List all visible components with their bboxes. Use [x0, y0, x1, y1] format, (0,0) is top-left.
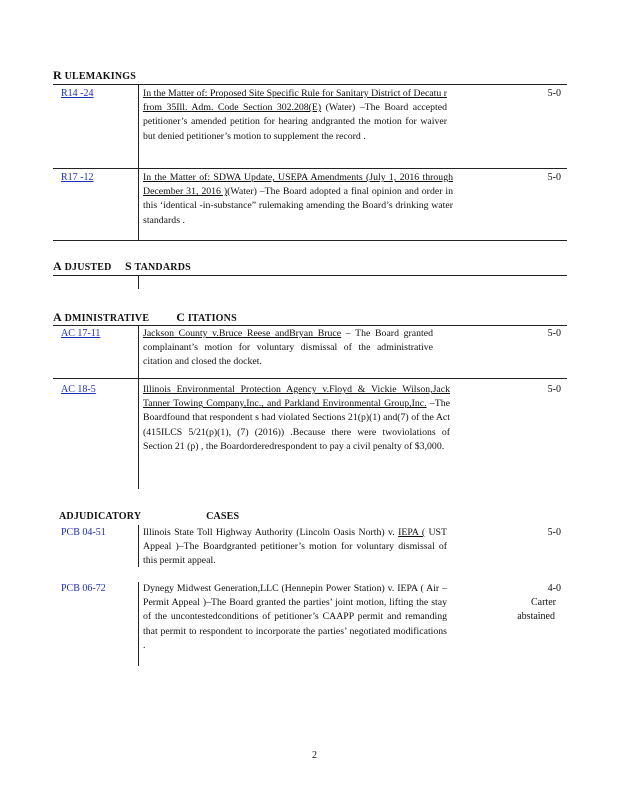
case-description: In the Matter of: SDWA Update, USEPA Amendments (July 1, 2016 through December 31, 2016 )(Water) –The Board adopted a final opinion and order in this ‘identical -in-substance” rulemaking amending the Board’s drinking water standards .	[143, 172, 454, 226]
case-description: Illinois State Toll Highway Authority (Lincoln Oasis North) v. IEPA ( UST Appeal )–The Boardgranted petitioner’s motion for voluntary dismissal of this permit appeal.	[143, 527, 447, 567]
section-title-rulemakings: R ULEMAKINGS	[53, 68, 137, 82]
section-rule	[53, 84, 567, 85]
section-rule	[53, 325, 567, 326]
column-divider	[138, 582, 139, 666]
row-rule	[53, 378, 567, 379]
column-divider	[138, 276, 139, 289]
vote-count: 5-0	[547, 328, 561, 339]
vote-count: 5-0	[547, 384, 561, 395]
case-description: In the Matter of: Proposed Site Specific Rule for Sanitary District of Decatu r from 35Ill. Adm. Code Section 302.208(E) (Water) –The Board accepted petitioner’s amended petition for hearing andgranted the motion for waiver but denied petitioner’s motion to supplement the record .	[143, 88, 447, 142]
case-link-ac-18-5[interactable]: AC 18-5	[61, 384, 96, 395]
section-title-adjusted-standards: A DJUSTED S TANDARDS	[53, 259, 191, 273]
column-divider	[138, 525, 139, 567]
case-description: Dynegy Midwest Generation,LLC (Hennepin Power Station) v. IEPA ( Air –Permit Appeal )–The Board granted the parties’ joint motion, lifting the stay of the uncontestedconditions of petitioner’s CAAPP permit and remanding that permit to respondent to incorporate the parties’ negotiated modifications .	[143, 583, 447, 651]
case-description: Jackson County v.Bruce Reese andBryan Bruce – The Board granted complainant’s motion for voluntary dismissal of the administrative citation and closed the docket.	[143, 328, 433, 368]
case-link-ac-17-11[interactable]: AC 17-11	[61, 328, 101, 339]
vote-count: 5-0	[547, 172, 561, 183]
section-title-adjudicatory-cases: ADJUDICATORY CASES	[59, 511, 240, 522]
row-rule	[53, 240, 567, 241]
section-rule	[53, 275, 567, 276]
column-divider	[138, 326, 139, 489]
vote-count: 5-0	[547, 88, 561, 99]
vote-note: Carter	[531, 597, 556, 608]
vote-count: 4-0	[547, 583, 561, 594]
vote-note: abstained	[517, 611, 555, 622]
case-link-pcb-04-51[interactable]: PCB 04-51	[61, 527, 106, 538]
section-title-administrative-citations: A DMINISTRATIVE C ITATIONS	[53, 310, 237, 324]
vote-count: 5-0	[547, 527, 561, 538]
page-number: 2	[312, 750, 317, 761]
column-divider	[138, 85, 139, 240]
case-link-r14-24[interactable]: R14 -24	[61, 88, 94, 99]
row-rule	[53, 168, 567, 169]
case-description: Illinois Environmental Protection Agency v.Floyd & Vickie Wilson,Jack Tanner Towing Company,Inc., and Parkland Environmental Group,Inc. –The Boardfound that respondent s had violated Sections 21(p)(1) and(7) of the Act (415ILCS 5/21(p)(1), (7) (2016)) .Because there were twoviolations of Section 21 (p) , the Boardorderedrespondent to pay a civil penalty of $3,000.	[143, 384, 450, 452]
case-link-pcb-06-72[interactable]: PCB 06-72	[61, 583, 106, 594]
case-link-r17-12[interactable]: R17 -12	[61, 172, 94, 183]
